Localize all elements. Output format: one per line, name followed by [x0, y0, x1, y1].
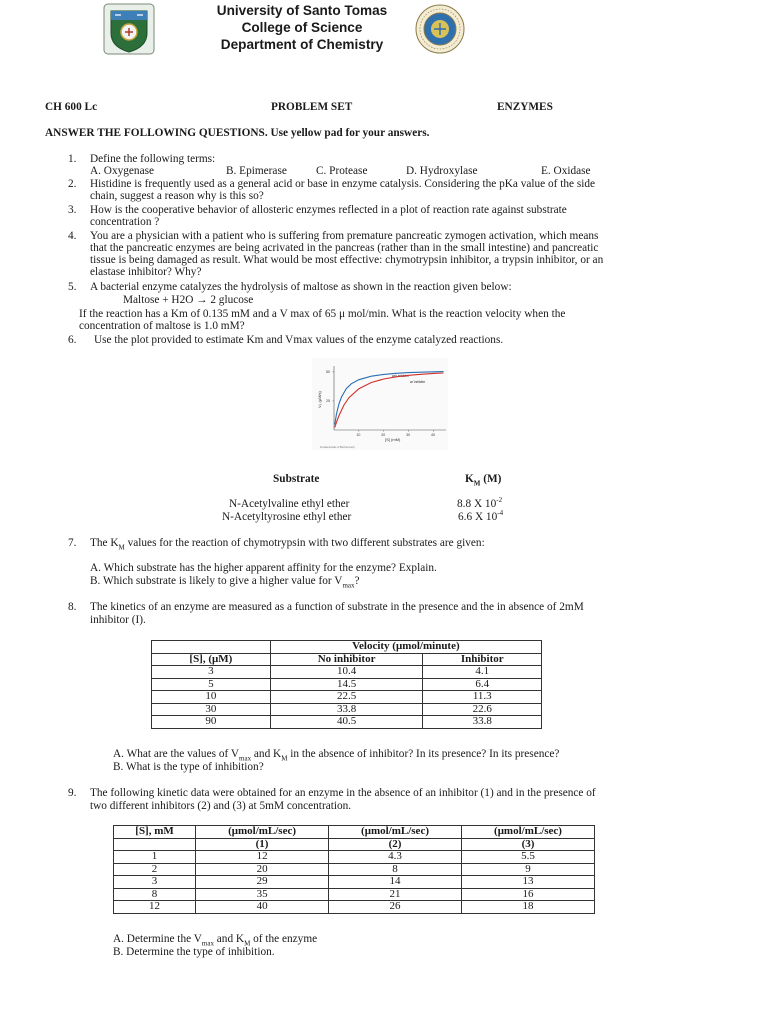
question-number: 3. [68, 204, 77, 216]
question-text: that the pancreatic enzymes are being acrivated in the pancreas (rather than in the small intestine) and pancreatic [90, 242, 599, 254]
km-header: $K_M$ (M) [465, 473, 502, 488]
question-text: A bacterial enzyme catalyzes the hydrolysis of maltose as shown in the reaction given below: [90, 281, 512, 293]
table-header [114, 838, 196, 851]
question-text: Use the plot provided to estimate Km and Vmax values of the enzyme catalyzed reactions. [94, 334, 504, 346]
y-axis-label: V₀ (μM/s) [317, 391, 322, 408]
table-header: [S], (μM) [152, 653, 271, 666]
substrate-name: N-Acetylvaline ethyl ether [229, 498, 350, 510]
kinetic-data-table [113, 825, 595, 914]
table-row: 3 29 14 13 [114, 876, 595, 889]
question-number: 1. [68, 153, 77, 165]
college-name: College of Science [241, 20, 363, 35]
table-header: (2) [329, 838, 462, 851]
course-code: CH 600 Lc [45, 101, 98, 113]
question-text: elastase inhibitor? Why? [90, 266, 202, 278]
question-text: The $K_M$ values for the reaction of chymotrypsin with two different substrates are given: [90, 537, 485, 552]
table-row: 3 10.4 4.1 [152, 666, 542, 679]
university-name: University of Santo Tomas [216, 3, 388, 18]
question-text: inhibitor (I). [90, 614, 146, 626]
table-header: Inhibitor [423, 653, 542, 666]
x-tick-label: 30 [406, 433, 411, 437]
question-text: The kinetics of an enzyme are measured as a function of substrate in the presence and the in absence of 2mM [90, 601, 584, 613]
term-option: D. Hydroxylase [406, 165, 478, 177]
question-number: 6. [68, 334, 77, 346]
question-text: concentration ? [90, 216, 160, 228]
km-value: 6.6 X $10^{-4}$ [458, 509, 504, 523]
question-text: two different inhibitors (2) and (3) at 5mM concentration. [90, 800, 352, 812]
sub-question: B. Determine the type of inhibition. [113, 946, 275, 958]
question-text: If the reaction has a Km of 0.135 mM and a V max of 65 μ mol/min. What is the reaction velocity when the [79, 308, 566, 320]
x-tick-label: 10 [356, 433, 361, 437]
problem-set-title: PROBLEM SET [271, 101, 353, 113]
instructions: ANSWER THE FOLLOWING QUESTIONS. Use yellow pad for your answers. [45, 127, 430, 139]
question-text: Histidine is frequently used as a general acid or base in enzyme catalysis. Considering the pKa value of the side [90, 178, 596, 190]
question-text: tissue is being damaged as result. What would be most effective: chymotrypsin inhibitor, a trypsin inhibitor, or an [90, 254, 604, 266]
table-header: (μmol/mL/sec) [462, 826, 595, 839]
table-header: (μmol/mL/sec) [329, 826, 462, 839]
table-row: 90 40.5 33.8 [152, 716, 542, 729]
table-header: (μmol/mL/sec) [196, 826, 329, 839]
substrate-name: N-Acetyltyrosine ethyl ether [222, 511, 352, 523]
x-tick-label: 20 [381, 433, 386, 437]
table-row: 8 35 21 16 [114, 888, 595, 901]
question-number: 7. [68, 537, 77, 549]
ust-crest-logo [101, 3, 157, 55]
term-option: A. Oxygenase [90, 165, 154, 177]
table-row: 10 22.5 11.3 [152, 691, 542, 704]
sub-question: B. What is the type of inhibition? [113, 761, 264, 773]
sub-question: A. Determine the $V_{max}$ and $K_M$ of the enzyme [113, 933, 318, 948]
table-row: 30 33.8 22.6 [152, 703, 542, 716]
series-label: w/ inhibitor [410, 379, 426, 384]
term-option: C. Protease [316, 165, 368, 177]
term-option: B. Epimerase [226, 165, 287, 177]
table-header: Velocity (μmol/minute) [270, 641, 541, 654]
department-name: Department of Chemistry [220, 37, 384, 52]
y-tick-label: 50 [326, 370, 330, 375]
question-text: The following kinetic data were obtained for an enzyme in the absence of an inhibitor (1) and in the presence of [90, 787, 596, 799]
question-number: 8. [68, 601, 77, 613]
term-option: E. Oxidase [541, 165, 591, 177]
velocity-table [151, 640, 542, 729]
table-row: 12 40 26 18 [114, 901, 595, 914]
sub-question: A. What are the values of $V_{max}$ and $K_M$ in the absence of inhibitor? In its presence? In its presence? [113, 748, 560, 763]
question-text: You are a physician with a patient who is suffering from premature pancreatic zymogen activation, which means [90, 230, 599, 242]
question-text: Define the following terms: [90, 153, 216, 165]
table-row: 1 12 4.3 5.5 [114, 851, 595, 864]
topic-title: ENZYMES [497, 101, 553, 113]
table-header: [S], mM [114, 826, 196, 839]
x-axis-label: [S] (mM) [385, 437, 401, 442]
table-header: (3) [462, 838, 595, 851]
question-number: 5. [68, 281, 77, 293]
question-text: chain, suggest a reason why is this so? [90, 190, 264, 202]
kinetics-plot [312, 358, 448, 450]
question-text: concentration of maltose is 1.0 mM? [79, 320, 245, 332]
question-number: 4. [68, 230, 77, 242]
chart-footnote: Fundamentals of Biochemistry [320, 446, 355, 449]
table-header: (1) [196, 838, 329, 851]
substrate-header: Substrate [273, 473, 320, 485]
reaction-equation: Maltose + H2O → 2 glucose [123, 294, 254, 306]
x-tick-label: 40 [431, 433, 436, 437]
table-header [152, 641, 271, 654]
question-number: 9. [68, 787, 77, 799]
college-seal-logo [414, 3, 466, 55]
question-number: 2. [68, 178, 77, 190]
sub-question: A. Which substrate has the higher apparent affinity for the enzyme? Explain. [90, 562, 437, 574]
table-row: 5 14.5 6.4 [152, 678, 542, 691]
table-header: No inhibitor [270, 653, 423, 666]
km-value: 8.8 X $10^{-2}$ [457, 496, 503, 510]
sub-question: B. Which substrate is likely to give a higher value for $V_{max}$? [90, 575, 360, 590]
table-row: 2 20 8 9 [114, 863, 595, 876]
question-text: How is the cooperative behavior of allosteric enzymes reflected in a plot of reaction rate against substrate [90, 204, 567, 216]
y-tick-label: 25 [326, 399, 330, 404]
series-label: w/o inhibitor [392, 374, 410, 379]
